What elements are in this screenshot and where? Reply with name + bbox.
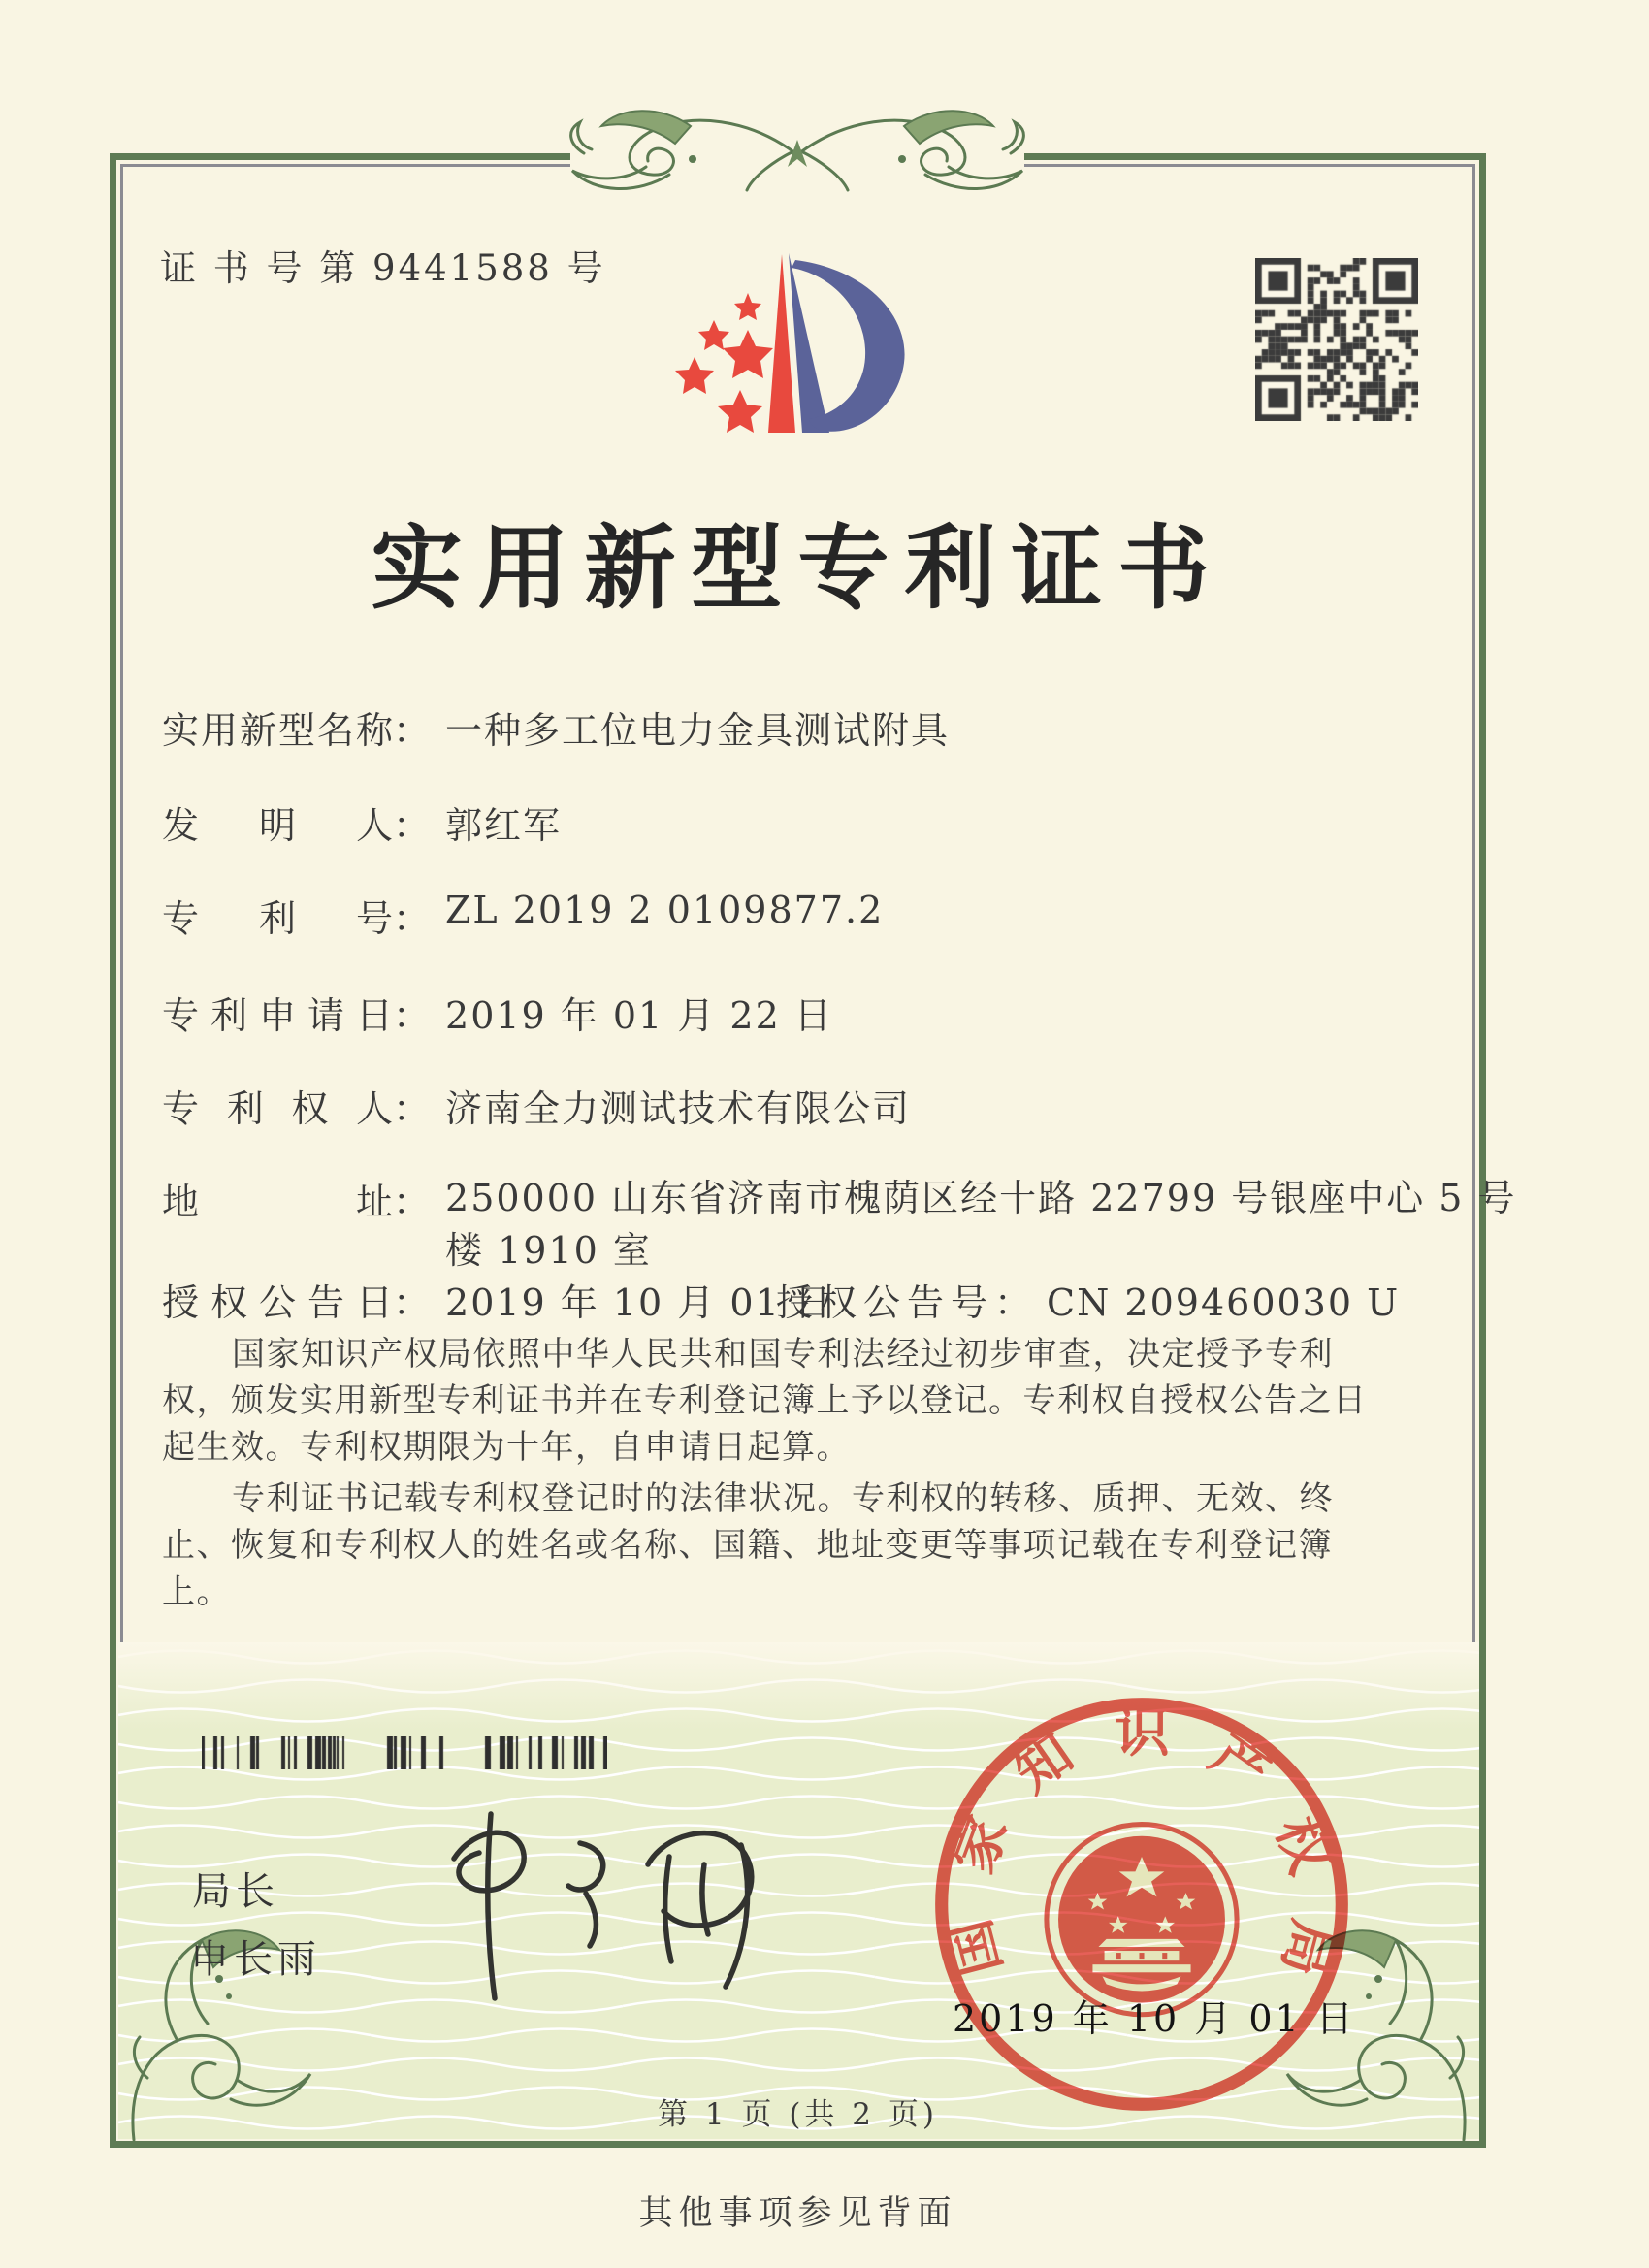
certificate-number: 证 书 号 第 9441588 号 [160,247,606,289]
dragon-scroll-ornament-icon [545,101,1050,202]
seal-arc-text: 国家知识产权局 [937,1701,1345,1984]
field-value: 济南全力测试技术有限公司 [445,1087,912,1130]
field-row-filing-date: 专利申请日： 2019 年 01 月 22 日 [162,986,833,1039]
qr-code-image [1255,258,1418,421]
barcode-image [202,1736,607,1769]
field-value: 2019 年 10 月 01 日 [445,1281,833,1324]
cnipa-logo-icon [675,248,925,466]
field-row-grant-number: 授权公告号： CN 209460030 U [776,1281,1401,1324]
national-emblem-icon [1047,1825,1237,2015]
field-label: 专利号 [162,897,393,940]
legal-body-text [162,1331,1386,1615]
field-value: 250000 山东省济南市槐荫区经十路 22799 号银座中心 5 号 楼 1910 室 [445,1177,1517,1272]
field-label: 专利申请日 [162,994,393,1037]
field-label: 授权公告号 [776,1281,995,1324]
field-row-utility-model-name: 实用新型名称： 一种多工位电力金具测试附具 [162,700,950,754]
body-paragraph-2: 专利证书记载专利权登记时的法律状况。专利权的转移、质押、无效、终止、恢复和专利权人的姓名或名称、国籍、地址变更等事项记载在专利登记簿上。 [162,1479,1334,1611]
field-value: 一种多工位电力金具测试附具 [445,709,951,752]
body-paragraph-1: 国家知识产权局依照中华人民共和国专利法经过初步审查，决定授予专利权，颁发实用新型专利证书并在专利登记簿上予以登记。专利权自授权公告之日起生效。专利权期限为十年，自申请日起算。 [162,1335,1368,1467]
field-label: 实用新型名称 [162,709,393,752]
field-label: 发明人 [162,804,393,847]
field-row-address: 地址： 250000 山东省济南市槐荫区经十路 22799 号银座中心 5 号 楼 1910 室 [162,1172,1517,1277]
field-row-grant-date: 授权公告日： 2019 年 10 月 01 日 [162,1273,833,1326]
field-label: 授权公告日 [162,1281,393,1324]
page-indicator: 第 1 页 (共 2 页) [658,2097,938,2132]
field-row-patentee: 专利权人： 济南全力测试技术有限公司 [162,1079,911,1132]
back-note: 其他事项参见背面 [638,2194,957,2233]
certificate-title: 实用新型专利证书 [371,515,1225,622]
officer-signature [415,1800,776,2014]
field-value: 2019 年 01 月 22 日 [445,994,833,1037]
seal-date: 2019 年 10 月 01 日 [953,1997,1356,2040]
field-value: CN 209460030 U [1047,1281,1401,1324]
field-row-patent-number: 专利号： ZL 2019 2 0109877.2 [162,889,885,940]
official-seal [923,1686,1360,2122]
field-value: ZL 2019 2 0109877.2 [445,889,885,931]
field-row-inventor: 发明人： 郭红军 [162,795,562,849]
officer-name: 申长雨 [190,1937,321,1982]
field-label: 地址 [162,1181,393,1223]
officer-title: 局长 [192,1869,279,1914]
field-label: 专利权人 [162,1087,393,1130]
field-value: 郭红军 [445,804,563,847]
